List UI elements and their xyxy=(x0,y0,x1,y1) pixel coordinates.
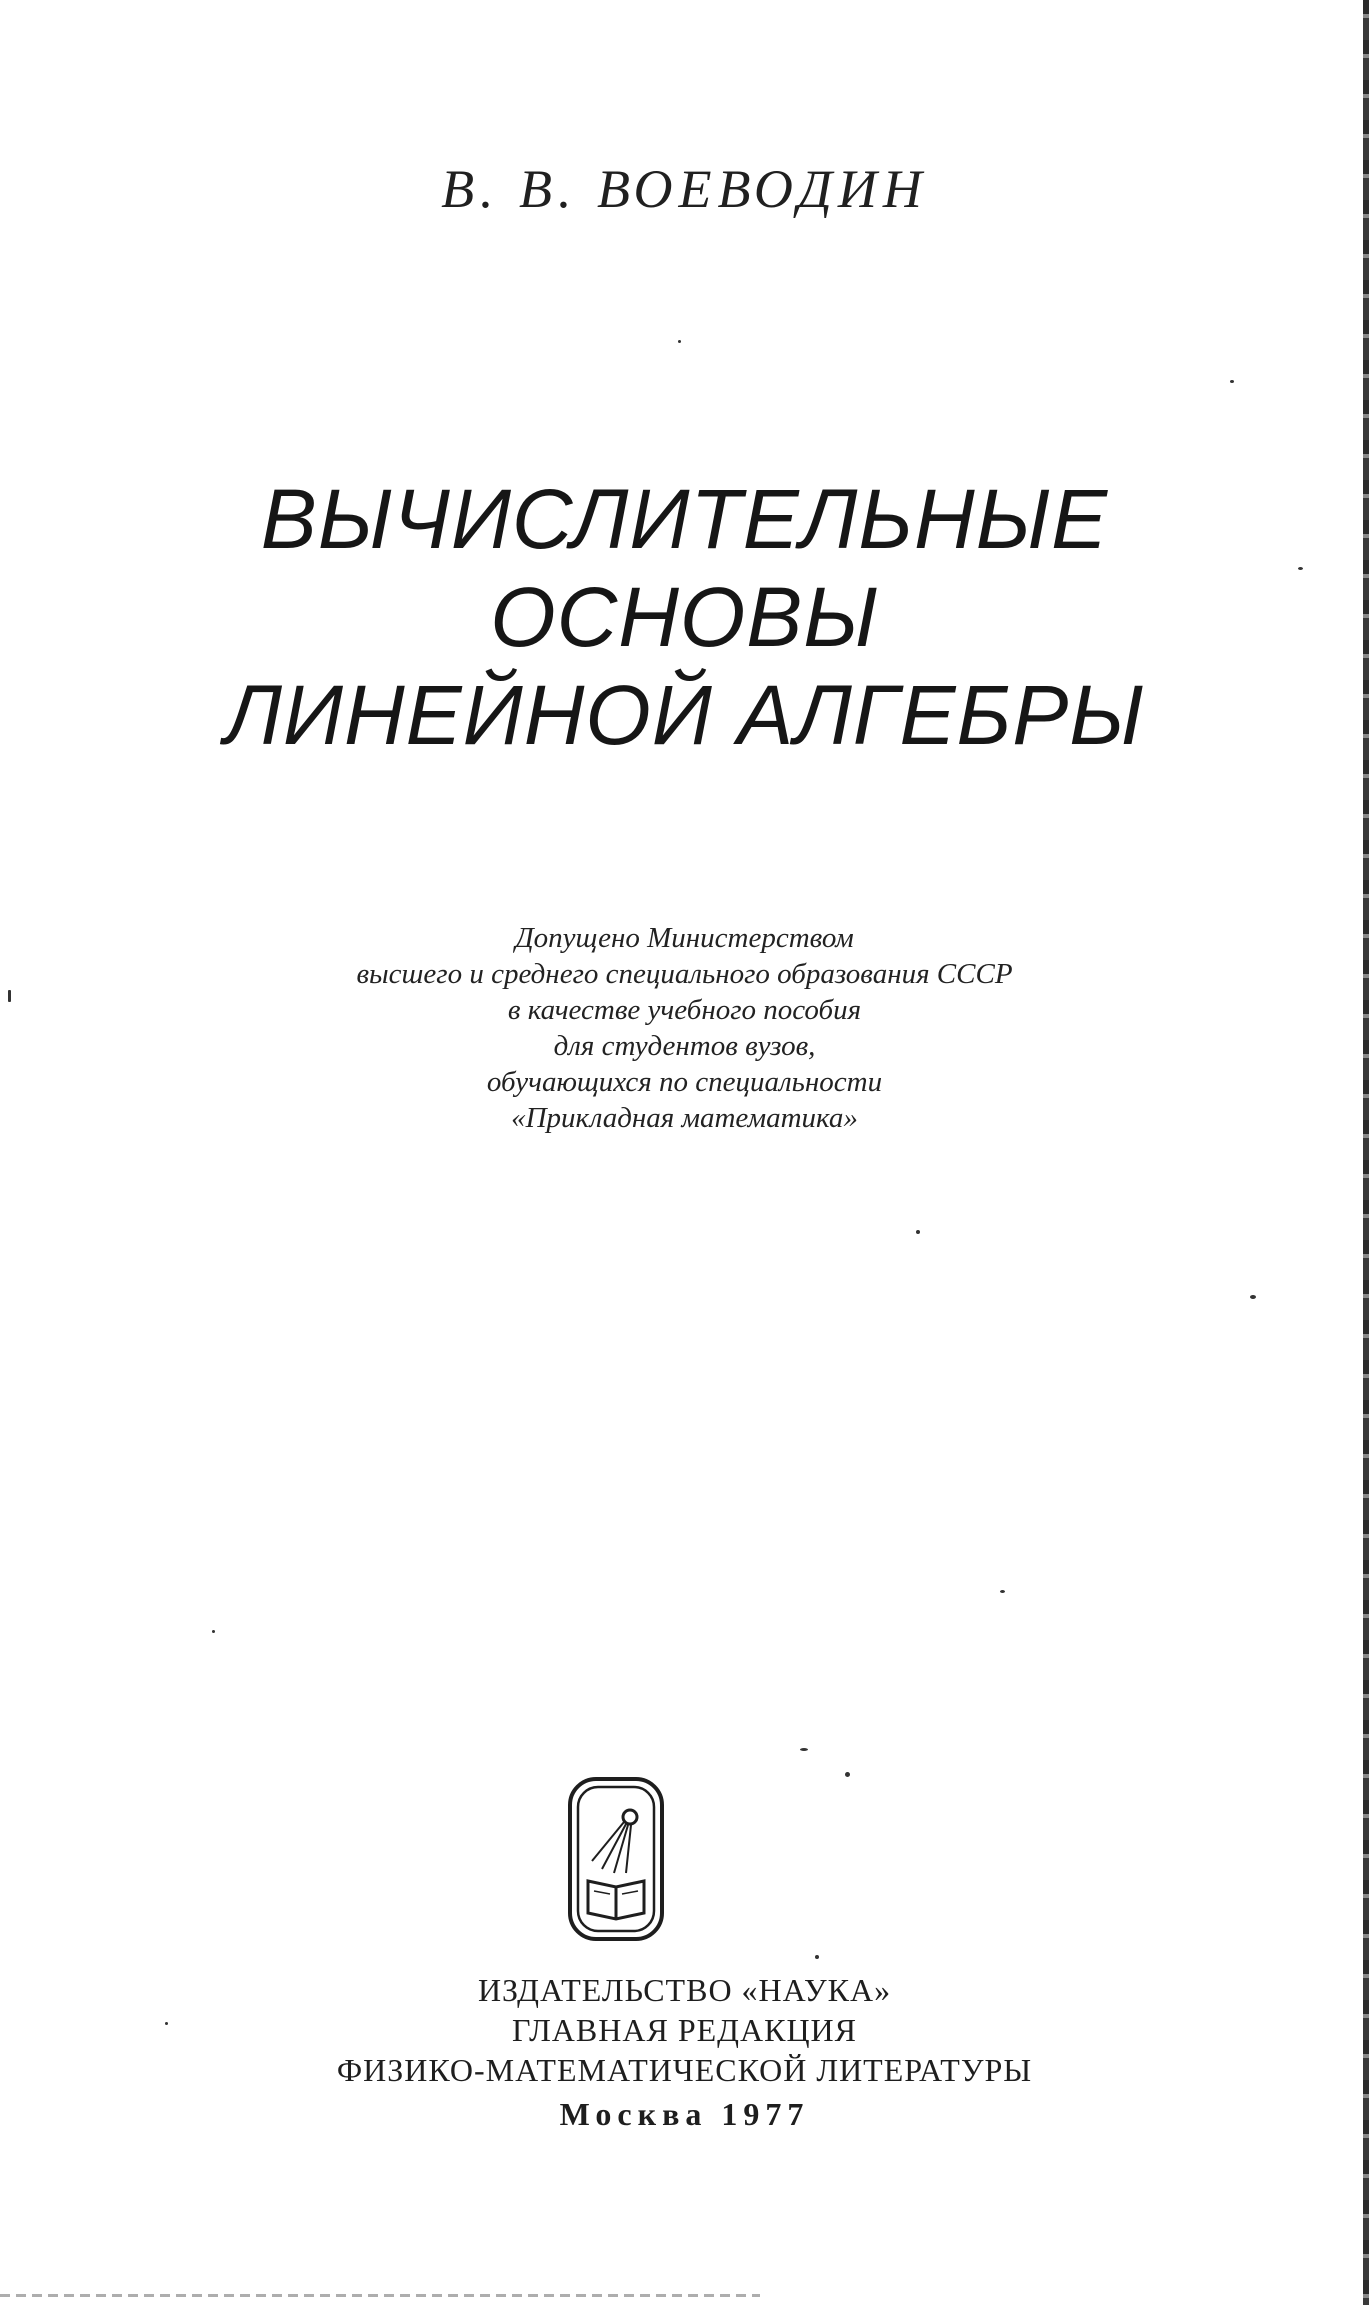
scan-speck xyxy=(1230,380,1234,383)
scan-speck xyxy=(165,2022,168,2025)
publisher-line: ГЛАВНАЯ РЕДАКЦИЯ xyxy=(512,2012,857,2048)
publisher-logo-sputnik-book-icon xyxy=(566,1775,666,1943)
scan-edge-bottom xyxy=(0,2294,760,2297)
scan-speck xyxy=(1298,567,1303,570)
book-title-line: ВЫЧИСЛИТЕЛЬНЫЕ xyxy=(260,472,1109,566)
book-title-line: ОСНОВЫ xyxy=(490,570,879,664)
scan-speck xyxy=(815,1955,819,1959)
scan-speck xyxy=(1000,1590,1005,1593)
publisher-line: ФИЗИКО-МАТЕМАТИЧЕСКОЙ ЛИТЕРАТУРЫ xyxy=(336,2052,1033,2088)
approval-line: Допущено Министерством xyxy=(515,922,854,954)
scan-speck xyxy=(678,340,681,343)
scan-speck xyxy=(916,1230,920,1234)
approval-line: в качестве учебного пособия xyxy=(507,994,862,1026)
approval-line: для студентов вузов, xyxy=(553,1030,816,1062)
scan-speck xyxy=(8,990,11,1002)
approval-line: обучающихся по специальности xyxy=(486,1066,883,1098)
scan-speck xyxy=(1250,1295,1256,1299)
publisher-block xyxy=(0,1970,1369,2134)
scan-speck xyxy=(800,1748,808,1751)
approval-line: «Прикладная математика» xyxy=(511,1102,858,1134)
city-year: Москва 1977 xyxy=(559,2096,810,2132)
approval-line: высшего и среднего специального образования СССР xyxy=(356,958,1013,990)
scan-speck xyxy=(212,1630,215,1633)
scan-edge-right xyxy=(1363,0,1369,2305)
book-title-line: ЛИНЕЙНОЙ АЛГЕБРЫ xyxy=(224,668,1145,762)
scan-speck xyxy=(845,1772,850,1777)
publisher-line: ИЗДАТЕЛЬСТВО «НАУКА» xyxy=(477,1972,892,2008)
author-name: В. В. ВОЕВОДИН xyxy=(441,159,928,219)
approval-notice xyxy=(0,920,1369,1136)
book-title xyxy=(0,470,1369,764)
